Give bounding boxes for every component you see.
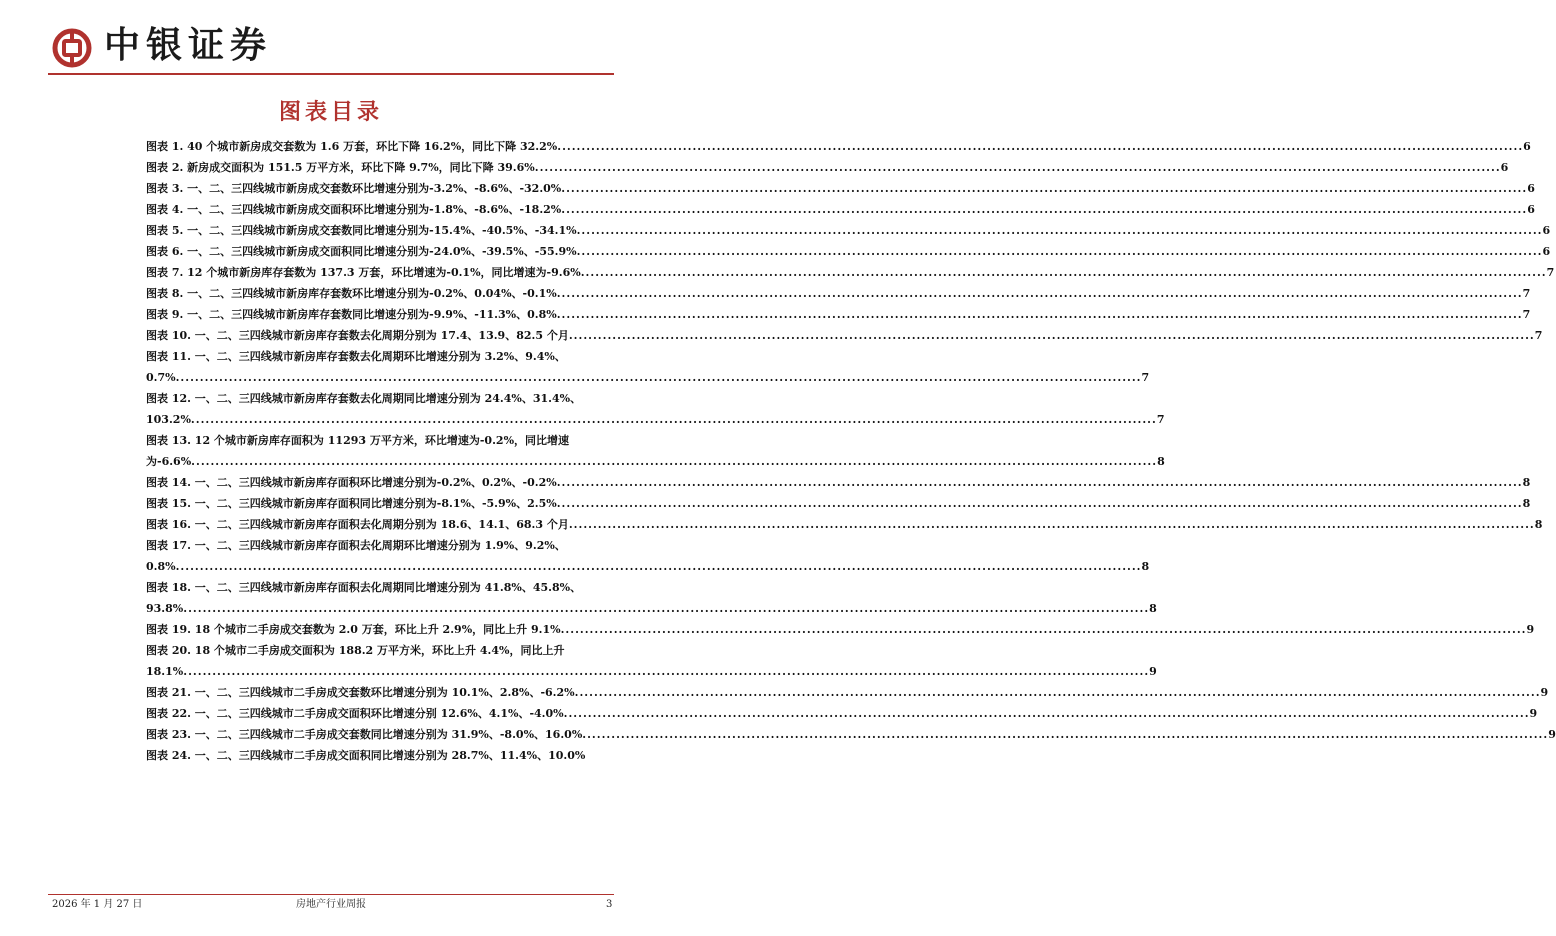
- dot-leader: [176, 556, 1142, 577]
- toc-entry-page: 6: [1542, 224, 1551, 237]
- toc-entry-title: 图表 19. 18 个城市二手房成交套数为 2.0 万套，环比上升 2.9%，同比上升 9.1%: [146, 623, 561, 636]
- footer-divider: [48, 894, 614, 895]
- toc-entry-page: 6: [1523, 140, 1531, 153]
- toc-entry-title: 图表 13. 12 个城市新房库存面积为 11293 万平方米，环比增速为-0.2%，同比增速: [146, 434, 570, 447]
- toc-entry[interactable]: [146, 178, 1535, 199]
- toc-entry-page: 7: [1141, 371, 1150, 384]
- toc-entry[interactable]: [146, 619, 1535, 640]
- dot-leader: [582, 724, 1548, 745]
- toc-entry-title: 图表 17. 一、二、三四线城市新房库存面积去化周期环比增速分别为 1.9%、9.2%、: [146, 539, 566, 552]
- toc-entry[interactable]: [146, 262, 1555, 283]
- toc-entry[interactable]: [146, 220, 1551, 241]
- report-header: [0, 0, 662, 80]
- toc-entry-title: 图表 14. 一、二、三四线城市新房库存面积环比增速分别为-0.2%、0.2%、-0.2%: [146, 476, 557, 489]
- footer-report-type: 房地产行业周报: [296, 899, 366, 910]
- brand-name: 中银证券: [104, 25, 273, 66]
- page-number: 3: [606, 899, 613, 910]
- toc-entry-page: 9: [1548, 728, 1556, 741]
- toc-entry[interactable]: [146, 493, 1531, 514]
- dot-leader: [535, 157, 1501, 178]
- toc-entry[interactable]: [146, 640, 1157, 682]
- dot-leader: [183, 661, 1149, 682]
- toc-entry[interactable]: [146, 682, 1549, 703]
- toc-entry-page: 7: [1156, 413, 1165, 426]
- dot-leader: [557, 493, 1523, 514]
- dot-leader: [575, 682, 1541, 703]
- dot-leader: [176, 367, 1142, 388]
- dot-leader: [569, 325, 1535, 346]
- toc-entry[interactable]: [146, 514, 1543, 535]
- toc-entry[interactable]: [146, 325, 1543, 346]
- header-divider: [48, 73, 614, 75]
- toc-entry[interactable]: [146, 472, 1531, 493]
- toc-entry[interactable]: [146, 346, 1150, 388]
- toc-entry-title-continued: 0.7%: [146, 371, 176, 384]
- toc-entry[interactable]: [146, 283, 1531, 304]
- dot-leader: [557, 136, 1523, 157]
- toc-entry-page: 9: [1529, 707, 1538, 720]
- bank-of-china-logo-icon: [52, 28, 92, 68]
- toc-entry-page: 9: [1540, 686, 1549, 699]
- toc-entry-title: 图表 24. 一、二、三四线城市二手房成交面积同比增速分别为 28.7%、11.4%、10.0%: [146, 749, 586, 762]
- toc-entry[interactable]: [146, 724, 1556, 745]
- toc-entry[interactable]: [146, 703, 1538, 724]
- dot-leader: [561, 178, 1527, 199]
- toc-entry-title: 图表 4. 一、二、三四线城市新房成交面积环比增速分别为-1.8%、-8.6%、-18.2%: [146, 203, 562, 216]
- toc-entry-title-continued: 18.1%: [146, 665, 184, 678]
- toc-entry-title: 图表 12. 一、二、三四线城市新房库存套数去化周期同比增速分别为 24.4%、31.4%、: [146, 392, 582, 405]
- dot-leader: [564, 703, 1530, 724]
- toc-entry[interactable]: [146, 745, 624, 766]
- toc-entry-page: 6: [1542, 245, 1551, 258]
- toc-entry-page: 7: [1522, 308, 1531, 321]
- toc-entry-page: 6: [1527, 203, 1535, 216]
- toc-entry-title: 图表 20. 18 个城市二手房成交面积为 188.2 万平方米，环比上升 4.4%，同比上升: [146, 644, 565, 657]
- toc-entry-page: 9: [1149, 665, 1157, 678]
- toc-entry[interactable]: [146, 388, 1165, 430]
- toc-entry-title: 图表 10. 一、二、三四线城市新房库存套数去化周期分别为 17.4、13.9、82.5 个月: [146, 329, 569, 342]
- toc-entry-title-continued: 103.2%: [146, 413, 191, 426]
- toc-entry-title: 图表 23. 一、二、三四线城市二手房成交套数同比增速分别为 31.9%、-8.0%、16.0%: [146, 728, 583, 741]
- dot-leader: [557, 304, 1523, 325]
- toc-entry-page: 8: [1149, 602, 1157, 615]
- toc-entry-title: 图表 11. 一、二、三四线城市新房库存套数去化周期环比增速分别为 3.2%、9.4%、: [146, 350, 566, 363]
- toc-entry-title: 图表 21. 一、二、三四线城市二手房成交套数环比增速分别为 10.1%、2.8%、-6.2%: [146, 686, 575, 699]
- toc-entry-page: 9: [1526, 623, 1535, 636]
- toc-entry-page: 6: [1500, 161, 1509, 174]
- toc-entry-title: 图表 6. 一、二、三四线城市新房成交面积同比增速分别为-24.0%、-39.5%、-55.9%: [146, 245, 577, 258]
- dot-leader: [577, 241, 1543, 262]
- toc-entry[interactable]: [146, 157, 1509, 178]
- toc-entry-title-continued: 0.8%: [146, 560, 176, 573]
- dot-leader: [557, 472, 1523, 493]
- toc-entry-title: 图表 16. 一、二、三四线城市新房库存面积去化周期分别为 18.6、14.1、68.3 个月: [146, 518, 569, 531]
- toc-entry-title: 图表 3. 一、二、三四线城市新房成交套数环比增速分别为-3.2%、-8.6%、-32.0%: [146, 182, 562, 195]
- dot-leader: [557, 283, 1523, 304]
- toc-entry-page: 8: [1522, 497, 1531, 510]
- toc-entry-page: 8: [1141, 560, 1150, 573]
- dot-leader: [191, 409, 1157, 430]
- dot-leader: [561, 199, 1527, 220]
- toc-entry-page: 8: [1534, 518, 1543, 531]
- toc-entry[interactable]: [146, 304, 1531, 325]
- dot-leader: [191, 451, 1157, 472]
- toc-entry[interactable]: [146, 241, 1551, 262]
- dot-leader: [577, 220, 1543, 241]
- toc-entry-title: 图表 9. 一、二、三四线城市新房库存套数同比增速分别为-9.9%、-11.3%、0.8%: [146, 308, 557, 321]
- page-title: 图表目录: [278, 100, 383, 125]
- toc-entry-page: 8: [1157, 455, 1165, 468]
- toc-entry[interactable]: [146, 535, 1150, 577]
- toc-entry-page: 8: [1522, 476, 1531, 489]
- toc-entry-title-continued: 为-6.6%: [146, 455, 192, 468]
- toc-entry-page: 7: [1522, 287, 1531, 300]
- toc-entry[interactable]: [146, 577, 1157, 619]
- toc-entry-title: 图表 22. 一、二、三四线城市二手房成交面积环比增速分别 12.6%、4.1%、-4.0%: [146, 707, 564, 720]
- toc-entry-page: 6: [1527, 182, 1535, 195]
- toc-entry[interactable]: [146, 199, 1535, 220]
- toc-entry-page: 7: [1546, 266, 1555, 279]
- toc-entry-page: 7: [1534, 329, 1543, 342]
- dot-leader: [581, 262, 1547, 283]
- toc-entry[interactable]: [146, 430, 1165, 472]
- toc-entry-title-continued: 93.8%: [146, 602, 184, 615]
- toc-entry-title: 图表 2. 新房成交面积为 151.5 万平方米，环比下降 9.7%，同比下降 39.6%: [146, 161, 535, 174]
- toc-entry[interactable]: [146, 136, 1531, 157]
- toc-entry-title: 图表 8. 一、二、三四线城市新房库存套数环比增速分别为-0.2%、0.04%、-0.1%: [146, 287, 557, 300]
- toc-entry-title: 图表 7. 12 个城市新房库存套数为 137.3 万套，环比增速为-0.1%，同比增速为-9.6%: [146, 266, 581, 279]
- toc-entry-title: 图表 1. 40 个城市新房成交套数为 1.6 万套，环比下降 16.2%，同比下降 32.2%: [146, 140, 558, 153]
- toc-entry-title: 图表 18. 一、二、三四线城市新房库存面积去化周期同比增速分别为 41.8%、45.8%、: [146, 581, 582, 594]
- toc-entry-title: 图表 15. 一、二、三四线城市新房库存面积同比增速分别为-8.1%、-5.9%、2.5%: [146, 497, 557, 510]
- dot-leader: [569, 514, 1535, 535]
- dot-leader: [183, 598, 1149, 619]
- footer-date: 2026 年 1 月 27 日: [52, 899, 143, 910]
- dot-leader: [561, 619, 1527, 640]
- toc-entry-title: 图表 5. 一、二、三四线城市新房成交套数同比增速分别为-15.4%、-40.5%、-34.1%: [146, 224, 577, 237]
